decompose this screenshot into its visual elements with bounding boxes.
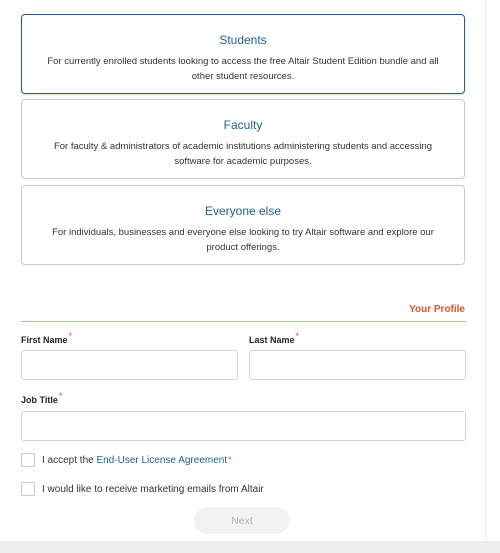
eula-consent-row: I accept the End-User License Agreement * bbox=[21, 452, 232, 468]
profile-divider bbox=[21, 321, 466, 322]
job-title-label bbox=[21, 391, 63, 405]
card-everyone-else-title: Everyone else bbox=[204, 204, 282, 218]
scrollbar[interactable] bbox=[485, 0, 500, 540]
profile-section-heading: Your Profile bbox=[409, 304, 465, 315]
card-students-title: Students bbox=[219, 33, 267, 47]
first-name-label-text: First Name bbox=[21, 335, 68, 345]
marketing-consent-label: I would like to receive marketing emails from Altair bbox=[42, 483, 264, 495]
required-marker: * bbox=[295, 331, 300, 341]
eula-link[interactable]: End-User License Agreement bbox=[96, 454, 228, 466]
card-everyone-else-description: For individuals, businesses and everyone else looking to try Altair software and explore our product offerings. bbox=[52, 227, 434, 253]
required-marker: * bbox=[68, 331, 73, 341]
required-marker: * bbox=[58, 391, 63, 401]
job-title-label-text: Job Title bbox=[21, 395, 58, 405]
card-faculty-description: For faculty & administrators of academic institutions administering students and accessing software for academic purposes. bbox=[53, 141, 433, 167]
card-students[interactable] bbox=[21, 14, 465, 94]
eula-consent-prefix: I accept the bbox=[42, 454, 97, 466]
eula-checkbox[interactable] bbox=[21, 453, 35, 467]
page-footer-strip bbox=[0, 541, 500, 553]
last-name-label bbox=[249, 331, 300, 345]
last-name-input[interactable] bbox=[249, 350, 466, 380]
first-name-input[interactable] bbox=[21, 350, 238, 380]
next-button[interactable]: Next bbox=[194, 507, 290, 534]
card-faculty[interactable] bbox=[21, 99, 465, 179]
card-faculty-title: Faculty bbox=[223, 118, 263, 132]
marketing-checkbox[interactable] bbox=[21, 482, 35, 496]
marketing-consent-row bbox=[21, 481, 264, 497]
job-title-input[interactable] bbox=[21, 411, 466, 441]
card-students-description: For currently enrolled students looking to access the free Altair Student Edition bundle and all other student resources. bbox=[47, 56, 439, 82]
first-name-label bbox=[21, 331, 73, 345]
card-everyone-else[interactable] bbox=[21, 185, 465, 265]
last-name-label-text: Last Name bbox=[249, 335, 295, 345]
